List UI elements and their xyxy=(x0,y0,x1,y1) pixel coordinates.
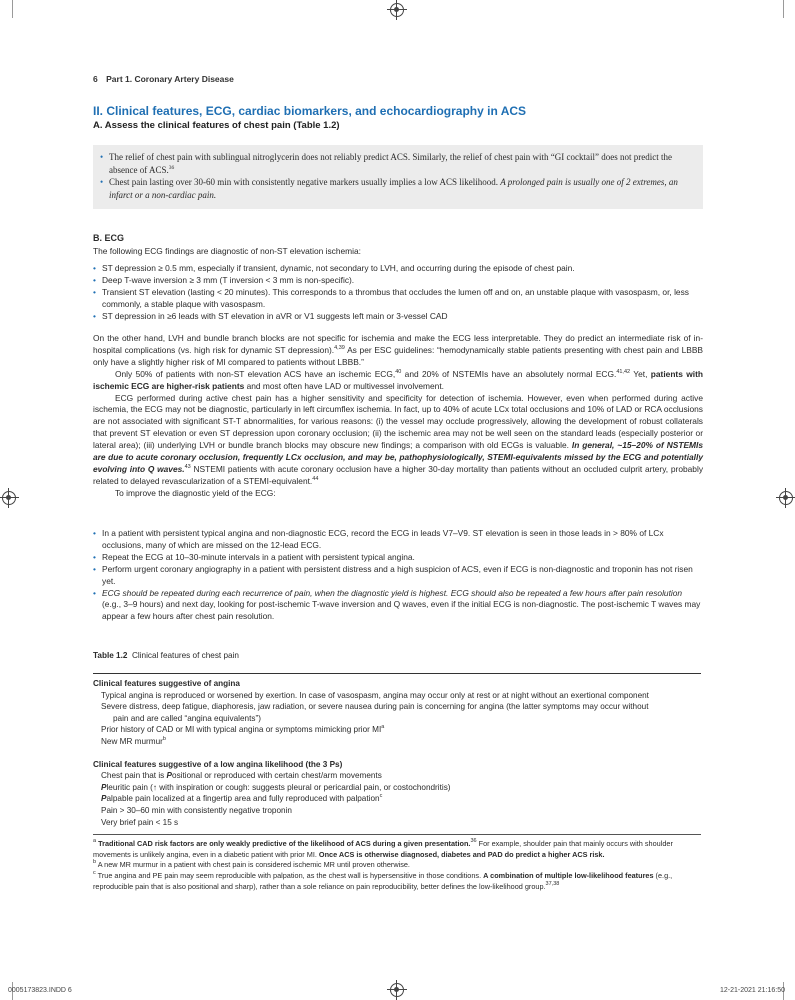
clinical-features-table xyxy=(93,673,701,892)
registration-mark-right xyxy=(779,491,793,505)
paragraph: On the other hand, LVH and bundle branch blocks are not specific for ischemia and make the ECG less interpretable. They do predict an intermediate risk of in-hospital complications (vs. high risk for dynamic ST depression).$^{4,39}$ As per ESC guidelines: “hemodynamically stable patients presenting with chest pain and LBBB only have a slightly higher risk of MI compared to patients without LBBB.” xyxy=(93,333,703,367)
table-bottom-rule xyxy=(93,834,701,835)
list-item: • Deep T-wave inversion ≥ 3 mm (T inversion < 3 mm is non-specific). xyxy=(102,275,703,287)
table-group-heading: Clinical features suggestive of a low angina likelihood (the 3 Ps) xyxy=(93,759,343,769)
table-top-rule xyxy=(93,673,701,674)
table-caption: Table 1.2 Clinical features of chest pain xyxy=(93,651,239,660)
registration-mark-left xyxy=(2,491,16,505)
list-item: • Repeat the ECG at 10–30-minute intervals in a patient with persistent typical angina. xyxy=(102,552,703,564)
key-points-box xyxy=(93,145,703,209)
footnote-c: $^c$ True angina and PE pain may seem reproducible with palpation, as the chest wall is hypersensitive in those conditions. A combination of multiple low-likelihood features (e.g., reproducible pain that is also positional and sharp), rather than a sole reliance on pain reproducibility, better defines the low-likelihood group.$^{37,38}$ xyxy=(93,869,673,891)
box-bullet: • The relief of chest pain with sublingual nitroglycerin does not reliably predict ACS. Similarly, the relief of chest pain with “GI cocktail” does not predict the absence of ACS.$^{36}$ xyxy=(109,151,693,176)
ecg-findings-list xyxy=(93,263,703,323)
list-item: • ST depression ≥ 0.5 mm, especially if transient, dynamic, not secondary to LVH, and occurring during the episode of chest pain. xyxy=(102,263,703,275)
part-title: Part 1. Coronary Artery Disease xyxy=(106,74,234,84)
list-item: • Transient ST elevation (lasting < 20 minutes). This corresponds to a thrombus that occludes the lumen off and on, an unstable plaque with vasospasm, or, less commonly, a stable plaque with vasospasm. xyxy=(102,287,703,311)
list-item: • Perform urgent coronary angiography in a patient with persistent distress and a high suspicion of ACS, even if ECG is non-diagnostic and troponin has not risen yet. xyxy=(102,564,703,588)
table-group-heading: Clinical features suggestive of angina xyxy=(93,679,240,688)
table-row: Pain > 30–60 min with consistently negative troponin xyxy=(101,805,292,815)
table-row: Pleuritic pain (↑ with inspiration or cough: suggests pleural or pericardial pain, or costochondritis) xyxy=(101,782,451,792)
table-footnotes xyxy=(93,839,701,892)
box-bullet: • Chest pain lasting over 30-60 min with consistently negative markers usually implies a low ACS likelihood. A prolonged pain is usually one of 2 extremes, an infarct or a non-cardiac pain. xyxy=(109,176,693,201)
slug-file-info: 0005173823.INDD 6 xyxy=(8,987,72,994)
paragraph: ECG performed during active chest pain has a higher sensitivity and specificity for detection of ischemia. However, even when performed during active ischemia, the ECG may not be diagnostic, particularly in left circumflex ischemia. In fact, up to 40% of acute LCx total occlusions and 10% of LAD or RCA occlusions are not associated with significant ST-T abnormalities, for various reasons: (i) the vessel may occlude progressively, allowing the development of robust collaterals that prevent ST elevation or even ST depression upon coronary occlusion; (ii) the ischemic area may not be well seen on the standard leads (especially posterior or lateral area); (iii) underlying LVH or bundle branch blocks may obscure new findings; a comparison with old ECGs is valuable. In general, ~15–20% of NSTEMIs are due to acute coronary occlusion, frequently LCx occlusion, and may be, pathophysiologically, STEMI-equivalents missed by the ECG and potentially evolving into Q waves.$^{43}$ NSTEMI patients with acute coronary occlusion have a higher 30-day mortality than patients without an occluded culprit artery, probably related to delayed revascularization of a STEMI-equivalent.$^{44}$ xyxy=(93,392,704,486)
table-row: Chest pain that is Positional or reproduced with certain chest/arm movements xyxy=(101,771,382,781)
page-number: 6 xyxy=(93,74,98,84)
ecg-intro: The following ECG findings are diagnostic of non-ST elevation ischemia: xyxy=(93,246,361,256)
footnote-a: $^a$ Traditional CAD risk factors are only weakly predictive of the likelihood of ACS during a given presentation.$^{36}$ For example, shoulder pain that mainly occurs with shoulder movements is unlikely angina, even in a diabetic patient with prior MI. Once ACS is otherwise diagnosed, diabetes and PAD do predict a higher ACS risk. xyxy=(93,838,673,859)
paragraph: Only 50% of patients with non-ST elevation ACS have an ischemic ECG,$^{40}$ and 20% of NSTEMIs have an absolutely normal ECG.$^{41,42}$ Yet, patients with ischemic ECG are higher-risk patients and most often have LAD or multivessel involvement. xyxy=(93,368,703,391)
list-item: • In a patient with persistent typical angina and non-diagnostic ECG, record the ECG in leads V7–V9. ST elevation is seen in those leads in > 80% of LCx occlusions, many of which are missed on the 12-lead ECG. xyxy=(102,528,703,552)
crop-mark-top-right xyxy=(783,0,784,18)
slug-datetime: 12-21-2021 21:16:50 xyxy=(720,987,785,994)
ecg-heading: B. ECG xyxy=(93,233,125,243)
ecg-yield-list xyxy=(93,528,703,623)
list-item: • ST depression in ≥6 leads with ST elevation in aVR or V1 suggests left main or 3-vessel CAD xyxy=(102,311,703,323)
table-row: Typical angina is reproduced or worsened by exertion. In case of vasospasm, angina may occur only at rest or at night without an exertional component xyxy=(101,690,649,700)
registration-mark-bottom xyxy=(390,983,404,997)
table-row: Palpable pain localized at a fingertip area and fully reproduced with palpation$^c$ xyxy=(101,793,383,804)
ecg-paragraphs xyxy=(93,333,703,500)
registration-mark-top xyxy=(390,3,404,17)
table-row: Prior history of CAD or MI with typical angina or symptoms mimicking prior $MI^a$ xyxy=(101,724,385,735)
running-head xyxy=(93,74,234,84)
crop-mark-top-left xyxy=(12,0,13,18)
subsection-a-heading: A. Assess the clinical features of chest pain (Table 1.2) xyxy=(93,120,340,131)
table-row: pain and are called “angina equivalents”) xyxy=(113,713,261,723)
table-row: New MR murmur$^b$ xyxy=(101,735,166,746)
table-row: Very brief pain < 15 s xyxy=(101,817,179,827)
paragraph: To improve the diagnostic yield of the ECG: xyxy=(115,487,276,498)
section-title: II. Clinical features, ECG, cardiac biomarkers, and echocardiography in ACS xyxy=(93,104,527,118)
footnote-b: $^b$ A new MR murmur in a patient with chest pain is considered ischemic MR until proven otherwise. xyxy=(93,859,410,870)
table-row: Severe distress, deep fatigue, diaphoresis, jaw radiation, or severe nausea during pain is concerning for angina (the latter symptoms may occur without xyxy=(101,702,649,712)
list-item: • ECG should be repeated during each recurrence of pain, when the diagnostic yield is highest. ECG should also be repeated a few hours after pain resolution (e.g., 3–9 hours) and next day, looking for post-ischemic T-wave inversion and Q waves, even if the initial ECG is non-diagnostic. The post-ischemic T waves may appear a few hours after chest pain resolution. xyxy=(102,588,703,624)
